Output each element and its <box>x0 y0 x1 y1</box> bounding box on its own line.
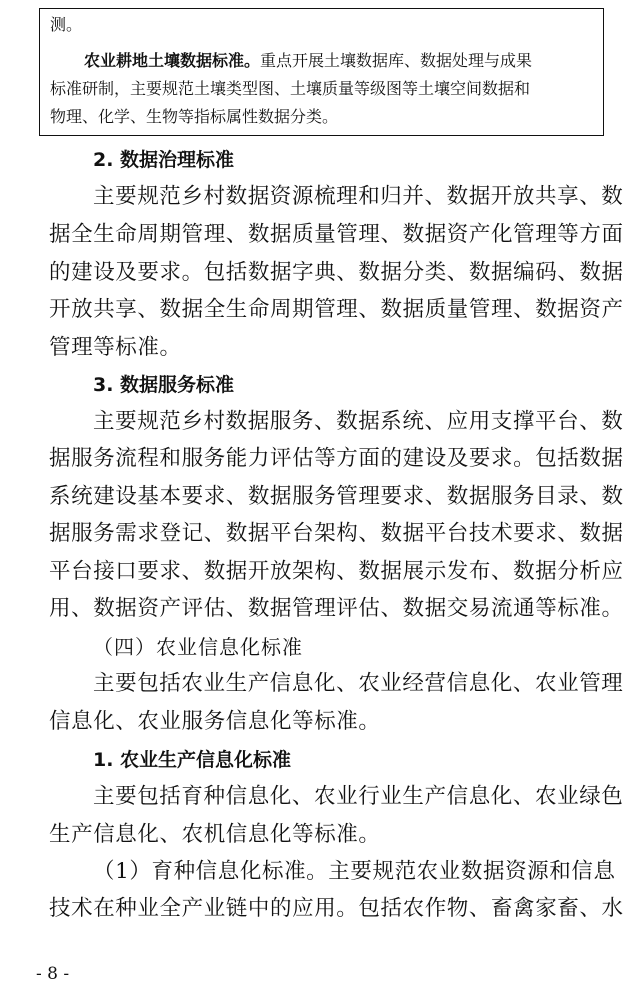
section-3-line: 主要规范乡村数据服务、数据系统、应用支撑平台、数 <box>93 409 624 434</box>
section-3-heading: 3. 数据服务标准 <box>93 374 235 396</box>
section-3-line: 据服务流程和服务能力评估等方面的建设及要求。包括数据 <box>49 446 624 471</box>
section-2-line: 主要规范乡村数据资源梳理和归并、数据开放共享、数 <box>93 184 624 209</box>
section-4-1-line: 生产信息化、农机信息化等标准。 <box>49 822 381 847</box>
box-line-1: 测。 <box>50 15 83 34</box>
box-line-3: 标准研制，主要规范土壤类型图、土壤质量等级图等土壤空间数据和 <box>50 79 531 98</box>
section-2-line: 的建设及要求。包括数据字典、数据分类、数据编码、数据 <box>49 260 624 285</box>
section-3-line: 据服务需求登记、数据平台架构、数据平台技术要求、数据 <box>49 521 624 546</box>
section-2-line: 据全生命周期管理、数据质量管理、数据资产化管理等方面 <box>49 222 624 247</box>
section-2-heading: 2. 数据治理标准 <box>93 149 235 171</box>
section-3-line: 平台接口要求、数据开放架构、数据展示发布、数据分析应 <box>49 559 624 584</box>
section-2-line: 开放共享、数据全生命周期管理、数据质量管理、数据资产 <box>49 297 624 322</box>
section-4-1-line: 主要包括育种信息化、农业行业生产信息化、农业绿色 <box>93 784 624 809</box>
box-line-2-rest: 重点开展土壤数据库、数据处理与成果 <box>260 51 533 70</box>
section-4-1-heading: 1. 农业生产信息化标准 <box>93 749 292 771</box>
section-3-line: 用、数据资产评估、数据管理评估、数据交易流通等标准。 <box>49 596 624 621</box>
boxed-note <box>39 8 604 136</box>
section-4-1-line: 技术在种业全产业链中的应用。包括农作物、畜禽家畜、水 <box>49 896 624 921</box>
box-line-2 <box>84 51 532 71</box>
section-4-heading: （四）农业信息化标准 <box>93 635 303 659</box>
bold-term: 农业耕地土壤数据标准。 <box>84 51 261 70</box>
section-4-line: 信息化、农业服务信息化等标准。 <box>49 709 381 734</box>
box-line-4: 物理、化学、生物等指标属性数据分类。 <box>50 107 339 126</box>
section-3-line: 系统建设基本要求、数据服务管理要求、数据服务目录、数 <box>49 484 624 509</box>
section-4-1-line: （1）育种信息化标准。主要规范农业数据资源和信息 <box>93 859 616 884</box>
section-4-line: 主要包括农业生产信息化、农业经营信息化、农业管理 <box>93 671 624 696</box>
page-number: - 8 - <box>36 964 70 984</box>
section-2-line: 管理等标准。 <box>49 335 182 360</box>
